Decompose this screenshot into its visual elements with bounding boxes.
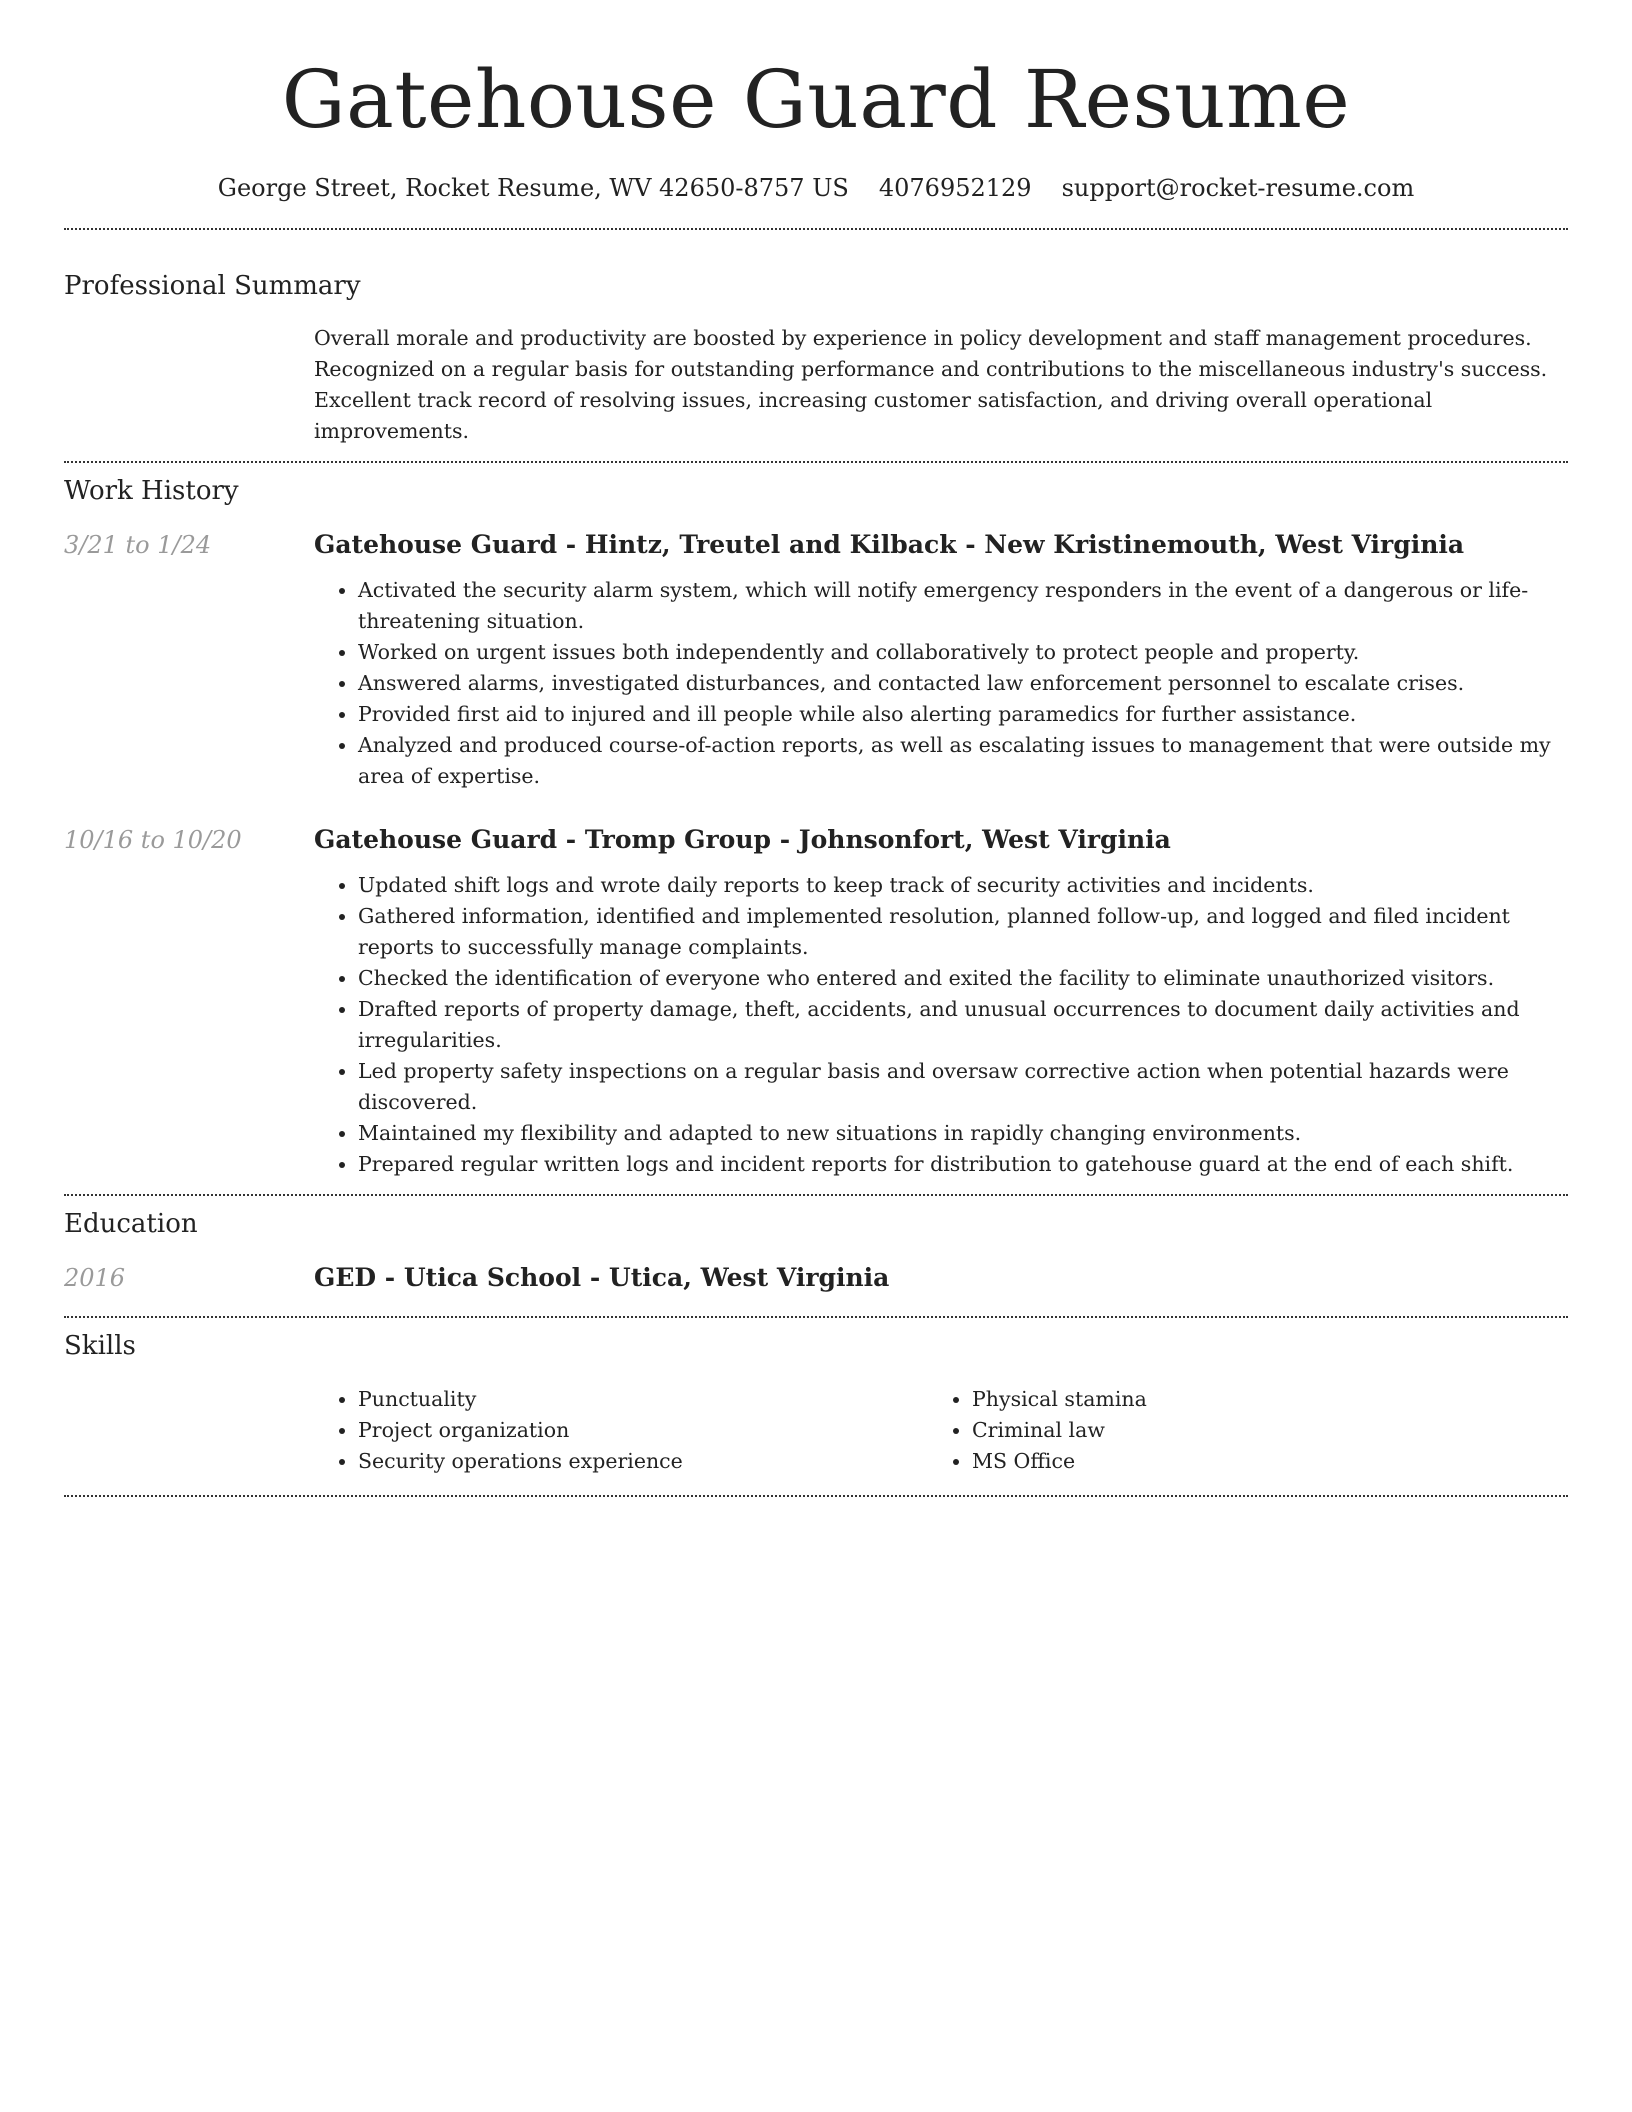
resume-title: Gatehouse Guard Resume — [281, 53, 1351, 146]
job-bullet: • Prepared regular written logs and incident reports for distribution to gatehouse guard at the end of each shift. — [358, 1149, 1568, 1180]
job-entry — [64, 529, 1568, 792]
job-bullet: • Activated the security alarm system, which will notify emergency responders in the event of a dangerous or life-threatening situation. — [358, 575, 1568, 637]
skill-item: • Criminal law — [972, 1415, 1542, 1446]
work-history-heading: Work History — [64, 476, 239, 506]
summary-heading: Professional Summary — [64, 271, 361, 301]
job-bullet: • Led property safety inspections on a regular basis and oversaw corrective action when potential hazards were discovered. — [358, 1056, 1568, 1118]
job-bullet: • Analyzed and produced course-of-action reports, as well as escalating issues to management that were outside my area of expertise. — [358, 730, 1568, 792]
summary-section — [64, 230, 1568, 447]
job-dates: 3/21 to 1/24 — [64, 531, 212, 559]
job-bullet: • Maintained my flexibility and adapted to new situations in rapidly changing environments. — [358, 1118, 1568, 1149]
job-bullet: • Provided first aid to injured and ill people while also alerting paramedics for further assistance. — [358, 699, 1568, 730]
job-bullet: • Worked on urgent issues both independently and collaboratively to protect people and property. — [358, 637, 1568, 668]
skills-heading: Skills — [64, 1331, 136, 1361]
job-title: Gatehouse Guard - Tromp Group - Johnsonfort, West Virginia — [314, 825, 1171, 854]
skills-list-right — [928, 1384, 1542, 1477]
skills-section — [64, 1318, 1568, 1477]
job-bullet: • Drafted reports of property damage, theft, accidents, and unusual occurrences to document daily activities and irregularities. — [358, 994, 1568, 1056]
education-title: GED - Utica School - Utica, West Virginia — [314, 1263, 890, 1292]
job-dates: 10/16 to 10/20 — [64, 826, 242, 854]
summary-text: Overall morale and productivity are boosted by experience in policy development and staff management procedures. Recognized on a regular basis for outstanding performance and contributions to the miscellaneous industry's success. Excellent track record of resolving issues, increasing customer satisfaction, and driving overall operational improvements. — [314, 326, 1548, 443]
job-bullets — [314, 575, 1568, 792]
work-history-section — [64, 463, 1568, 1180]
section-divider — [64, 1495, 1568, 1497]
job-bullet: • Checked the identification of everyone who entered and exited the facility to eliminate unauthorized visitors. — [358, 963, 1568, 994]
skill-item: • MS Office — [972, 1446, 1542, 1477]
skills-list-left — [314, 1384, 928, 1477]
education-year: 2016 — [64, 1264, 126, 1292]
education-entry — [64, 1262, 1568, 1294]
skill-item: • Punctuality — [358, 1384, 928, 1415]
job-bullet: • Updated shift logs and wrote daily reports to keep track of security activities and incidents. — [358, 870, 1568, 901]
contact-line — [64, 170, 1568, 206]
job-title: Gatehouse Guard - Hintz, Treutel and Kilback - New Kristinemouth, West Virginia — [314, 530, 1465, 559]
education-section — [64, 1196, 1568, 1294]
job-bullet: • Gathered information, identified and implemented resolution, planned follow-up, and logged and filed incident reports to successfully manage complaints. — [358, 901, 1568, 963]
job-bullets — [314, 870, 1568, 1180]
contact-phone: 4076952129 — [878, 174, 1032, 202]
skill-item: • Security operations experience — [358, 1446, 928, 1477]
skill-item: • Project organization — [358, 1415, 928, 1446]
education-heading: Education — [64, 1209, 198, 1239]
contact-address: George Street, Rocket Resume, WV 42650-8757 US — [217, 174, 849, 202]
contact-email: support@rocket-resume.com — [1061, 174, 1415, 202]
skill-item: • Physical stamina — [972, 1384, 1542, 1415]
job-bullet: • Answered alarms, investigated disturbances, and contacted law enforcement personnel to escalate crises. — [358, 668, 1568, 699]
job-entry — [64, 824, 1568, 1180]
